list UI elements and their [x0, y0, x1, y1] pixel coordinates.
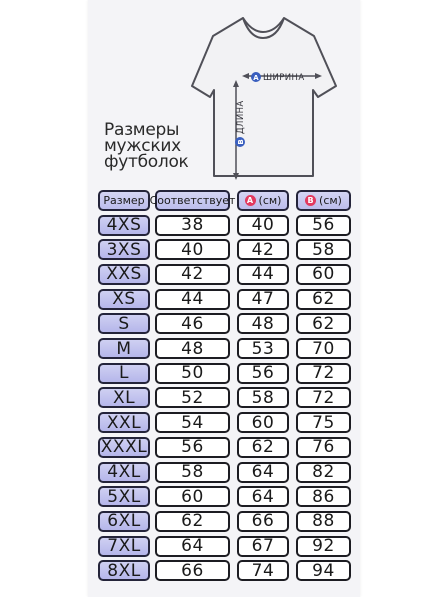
match-cell: 66	[155, 560, 230, 581]
size-cell: 4XL	[98, 462, 150, 483]
width-cell: 53	[237, 338, 289, 359]
tshirt-diagram	[0, 0, 448, 190]
size-cell: 7XL	[98, 536, 150, 557]
length-cell: 72	[296, 387, 351, 408]
length-label: ДЛИНА	[236, 100, 246, 134]
length-cell: 60	[296, 264, 351, 285]
length-cell: 92	[296, 536, 351, 557]
size-cell: M	[98, 338, 150, 359]
length-cell: 70	[296, 338, 351, 359]
width-cell: 48	[237, 313, 289, 334]
match-cell: 58	[155, 462, 230, 483]
size-cell: XS	[98, 289, 150, 310]
size-cell: 5XL	[98, 486, 150, 507]
size-cell: 3XS	[98, 239, 150, 260]
length-cell: 62	[296, 313, 351, 334]
match-cell: 42	[155, 264, 230, 285]
length-cell: 58	[296, 239, 351, 260]
length-cell: 76	[296, 437, 351, 458]
size-cell: 4XS	[98, 215, 150, 236]
match-cell: 56	[155, 437, 230, 458]
width-cell: 42	[237, 239, 289, 260]
header-width-unit: (см)	[258, 194, 282, 207]
size-cell: S	[98, 313, 150, 334]
width-cell: 60	[237, 412, 289, 433]
width-label: ШИРИНА	[263, 73, 305, 83]
match-cell: 52	[155, 387, 230, 408]
header-match: Соответствует	[155, 190, 230, 211]
match-cell: 44	[155, 289, 230, 310]
page-title	[104, 122, 189, 170]
width-cell: 66	[237, 511, 289, 532]
header-width	[237, 190, 289, 211]
size-cell: 8XL	[98, 560, 150, 581]
width-cell: 67	[237, 536, 289, 557]
width-cell: 56	[237, 363, 289, 384]
tshirt-outline	[192, 18, 336, 176]
width-cell: 44	[237, 264, 289, 285]
length-cell: 75	[296, 412, 351, 433]
width-marker-letter: A	[253, 74, 259, 82]
length-marker-badge: B	[305, 195, 316, 206]
width-cell: 47	[237, 289, 289, 310]
width-cell: 64	[237, 486, 289, 507]
title-line-1: Размеры	[104, 120, 180, 140]
length-cell: 88	[296, 511, 351, 532]
title-line-3: футболок	[104, 152, 189, 172]
size-cell: XL	[98, 387, 150, 408]
length-cell: 86	[296, 486, 351, 507]
size-cell: XXL	[98, 412, 150, 433]
title-line-2: мужских	[104, 136, 181, 156]
match-cell: 38	[155, 215, 230, 236]
length-cell: 82	[296, 462, 351, 483]
size-cell: XXS	[98, 264, 150, 285]
match-cell: 40	[155, 239, 230, 260]
match-cell: 60	[155, 486, 230, 507]
size-cell: L	[98, 363, 150, 384]
header-length-unit: (см)	[319, 194, 342, 207]
length-marker-letter: B	[237, 139, 245, 145]
match-cell: 64	[155, 536, 230, 557]
width-cell: 40	[237, 215, 289, 236]
match-cell: 62	[155, 511, 230, 532]
length-cell: 62	[296, 289, 351, 310]
match-cell: 48	[155, 338, 230, 359]
header-length	[296, 190, 351, 211]
width-cell: 64	[237, 462, 289, 483]
width-cell: 62	[237, 437, 289, 458]
size-cell: 6XL	[98, 511, 150, 532]
width-marker-badge: A	[245, 195, 256, 206]
size-cell: XXXL	[98, 437, 150, 458]
length-cell: 56	[296, 215, 351, 236]
width-cell: 74	[237, 560, 289, 581]
header-size: Размер	[98, 190, 150, 211]
match-cell: 50	[155, 363, 230, 384]
match-cell: 54	[155, 412, 230, 433]
length-cell: 72	[296, 363, 351, 384]
width-cell: 58	[237, 387, 289, 408]
match-cell: 46	[155, 313, 230, 334]
length-cell: 94	[296, 560, 351, 581]
